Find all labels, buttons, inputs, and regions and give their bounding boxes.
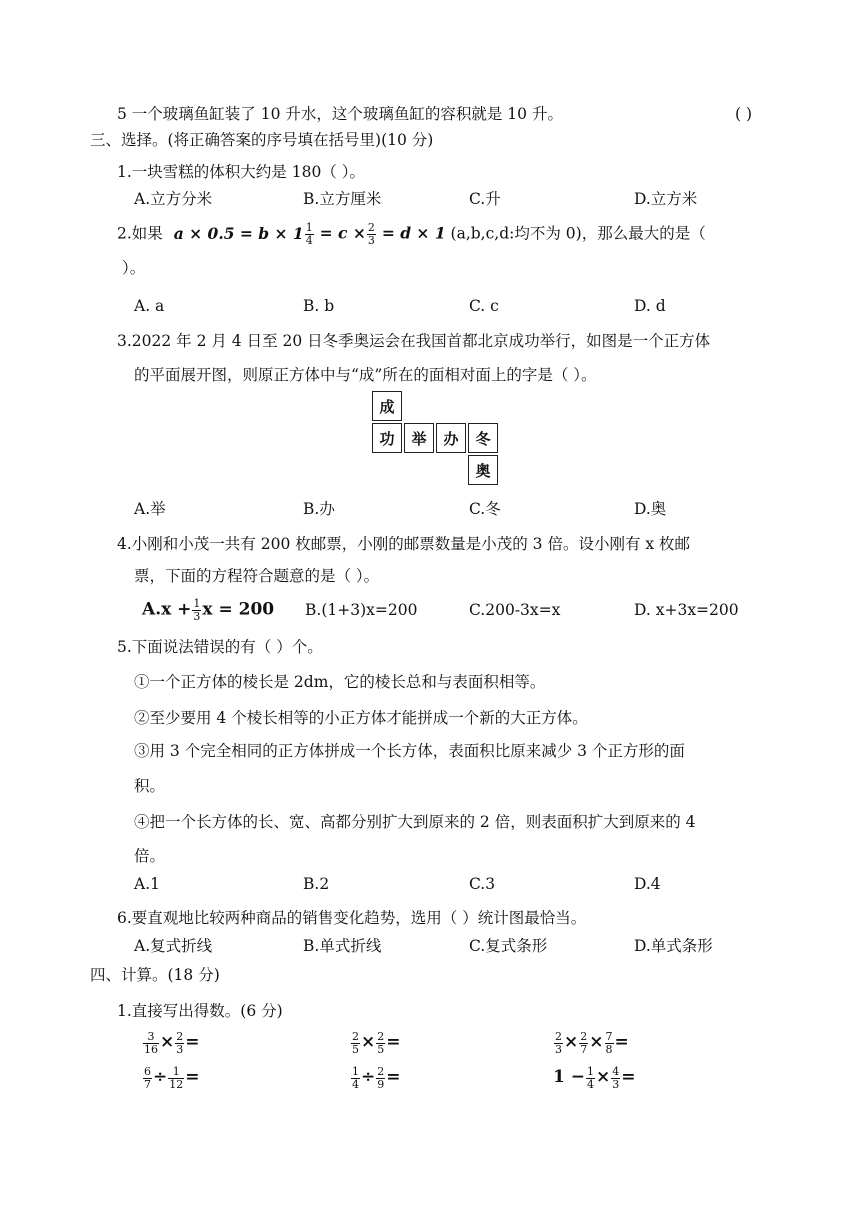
q3-6-option-b: B.单式折线	[303, 937, 382, 955]
q3-2-expr-c: = d × 1	[381, 223, 446, 243]
q3-2-expr-a: a × 0.5 = b × 1	[173, 223, 304, 243]
q3-5-stem: 5.下面说法错误的有（ ）个。	[117, 638, 323, 656]
q3-1-option-c: C.升	[469, 190, 501, 208]
q3-5-statement-3a: ③用 3 个完全相同的正方体拼成一个长方体，表面积比原来减少 3 个正方形的面	[134, 742, 685, 760]
q3-4-frac: $\frac{1}{3}$	[193, 597, 201, 623]
q3-6-option-d: D.单式条形	[634, 937, 713, 955]
calc-expr-4: $\frac{6}{7}$ ÷ $\frac{1}{12}$ =	[144, 1064, 200, 1091]
q3-2-prefix: 2.如果	[117, 224, 163, 243]
q3-3-option-b: B.办	[303, 500, 335, 518]
q3-4-option-b: B.(1+3)x=200	[305, 601, 418, 619]
calc-expr-6: 1 − $\frac{1}{4}$ × $\frac{4}{3}$ =	[553, 1064, 636, 1091]
q3-1-option-b: B.立方厘米	[303, 190, 382, 208]
calc-expr-1: $\frac{3}{16}$ × $\frac{2}{3}$ =	[144, 1029, 200, 1056]
q3-2-suffix: (a,b,c,d:均不为 0)，那么最大的是（	[450, 224, 706, 243]
net-cell-ao: 奥	[468, 455, 498, 485]
answer-paren: ( )	[735, 105, 753, 123]
q3-2-frac1: $\frac{1}{4}$	[305, 221, 313, 247]
judge-item-5: 5 一个玻璃鱼缸装了 10 升水，这个玻璃鱼缸的容积就是 10 升。	[117, 105, 563, 123]
q3-1-option-d: D.立方米	[634, 190, 698, 208]
net-cell-gong: 功	[372, 423, 402, 453]
q3-2-expr-b: = c ×	[319, 223, 366, 243]
cube-net-diagram	[372, 391, 502, 491]
q3-3-option-a: A.举	[134, 500, 166, 518]
section-3-title: 三、选择。(将正确答案的序号填在括号里)(10 分)	[90, 131, 434, 149]
q3-5-statement-4b: 倍。	[134, 847, 166, 865]
q3-5-option-c: C.3	[469, 875, 496, 893]
q3-4-option-c: C.200-3x=x	[469, 601, 561, 619]
q3-4-option-d: D. x+3x=200	[634, 601, 739, 619]
q3-5-statement-3b: 积。	[134, 777, 166, 795]
q3-6-stem: 6.要直观地比较两种商品的销售变化趋势，选用（ ）统计图最恰当。	[117, 909, 587, 927]
calc-expr-3: $\frac{2}{3}$ × $\frac{2}{7}$ × $\frac{7}{8}$ =	[555, 1029, 629, 1056]
calc-expr-2: $\frac{2}{5}$ × $\frac{2}{5}$ =	[352, 1029, 401, 1056]
q3-2-option-a: A. a	[134, 297, 165, 315]
net-cell-ban: 办	[436, 423, 466, 453]
q3-3-option-d: D.奥	[634, 500, 667, 518]
net-cell-ju: 举	[404, 423, 434, 453]
q3-1-stem: 1.一块雪糕的体积大约是 180（ ）。	[117, 163, 365, 181]
q3-5-option-a: A.1	[134, 875, 160, 893]
net-cell-dong: 冬	[468, 423, 498, 453]
q3-4-line2: 票，下面的方程符合题意的是（ ）。	[134, 567, 380, 585]
q3-2-option-b: B. b	[303, 297, 335, 315]
q3-1-option-a: A.立方分米	[134, 190, 213, 208]
calc-expr-5: $\frac{1}{4}$ ÷ $\frac{2}{9}$ =	[352, 1064, 401, 1091]
q3-6-option-c: C.复式条形	[469, 937, 548, 955]
q3-5-option-b: B.2	[303, 875, 330, 893]
section-4-title: 四、计算。(18 分)	[90, 966, 220, 984]
q3-4-line1: 4.小刚和小茂一共有 200 枚邮票，小刚的邮票数量是小茂的 3 倍。设小刚有 x 枚邮	[117, 535, 691, 553]
q3-4-option-a: A.x + $\frac{1}{3}$ x = 200	[142, 597, 275, 623]
q3-5-statement-2: ②至少要用 4 个棱长相等的小正方体才能拼成一个新的大正方体。	[134, 709, 588, 727]
q3-3-option-c: C.冬	[469, 500, 501, 518]
q3-2-frac2: $\frac{2}{3}$	[367, 221, 375, 247]
q3-2-option-c: C. c	[469, 297, 499, 315]
q3-5-statement-4a: ④把一个长方体的长、宽、高都分别扩大到原来的 2 倍，则表面积扩大到原来的 4	[134, 813, 696, 831]
q3-2-line1	[117, 222, 706, 247]
q3-2-option-d: D. d	[634, 297, 666, 315]
q3-5-option-d: D.4	[634, 875, 661, 893]
q3-3-line1: 3.2022 年 2 月 4 日至 20 日冬季奥运会在我国首都北京成功举行，如图是一个正方体	[117, 332, 711, 350]
q3-5-statement-1: ①一个正方体的棱长是 2dm，它的棱长总和与表面积相等。	[134, 673, 546, 691]
q4-1-stem: 1.直接写出得数。(6 分)	[117, 1002, 283, 1020]
q3-3-line2: 的平面展开图，则原正方体中与“成”所在的面相对面上的字是（ ）。	[134, 366, 597, 384]
net-cell-cheng: 成	[372, 391, 402, 421]
q3-2-line2: ）。	[122, 259, 146, 277]
q3-6-option-a: A.复式折线	[134, 937, 213, 955]
